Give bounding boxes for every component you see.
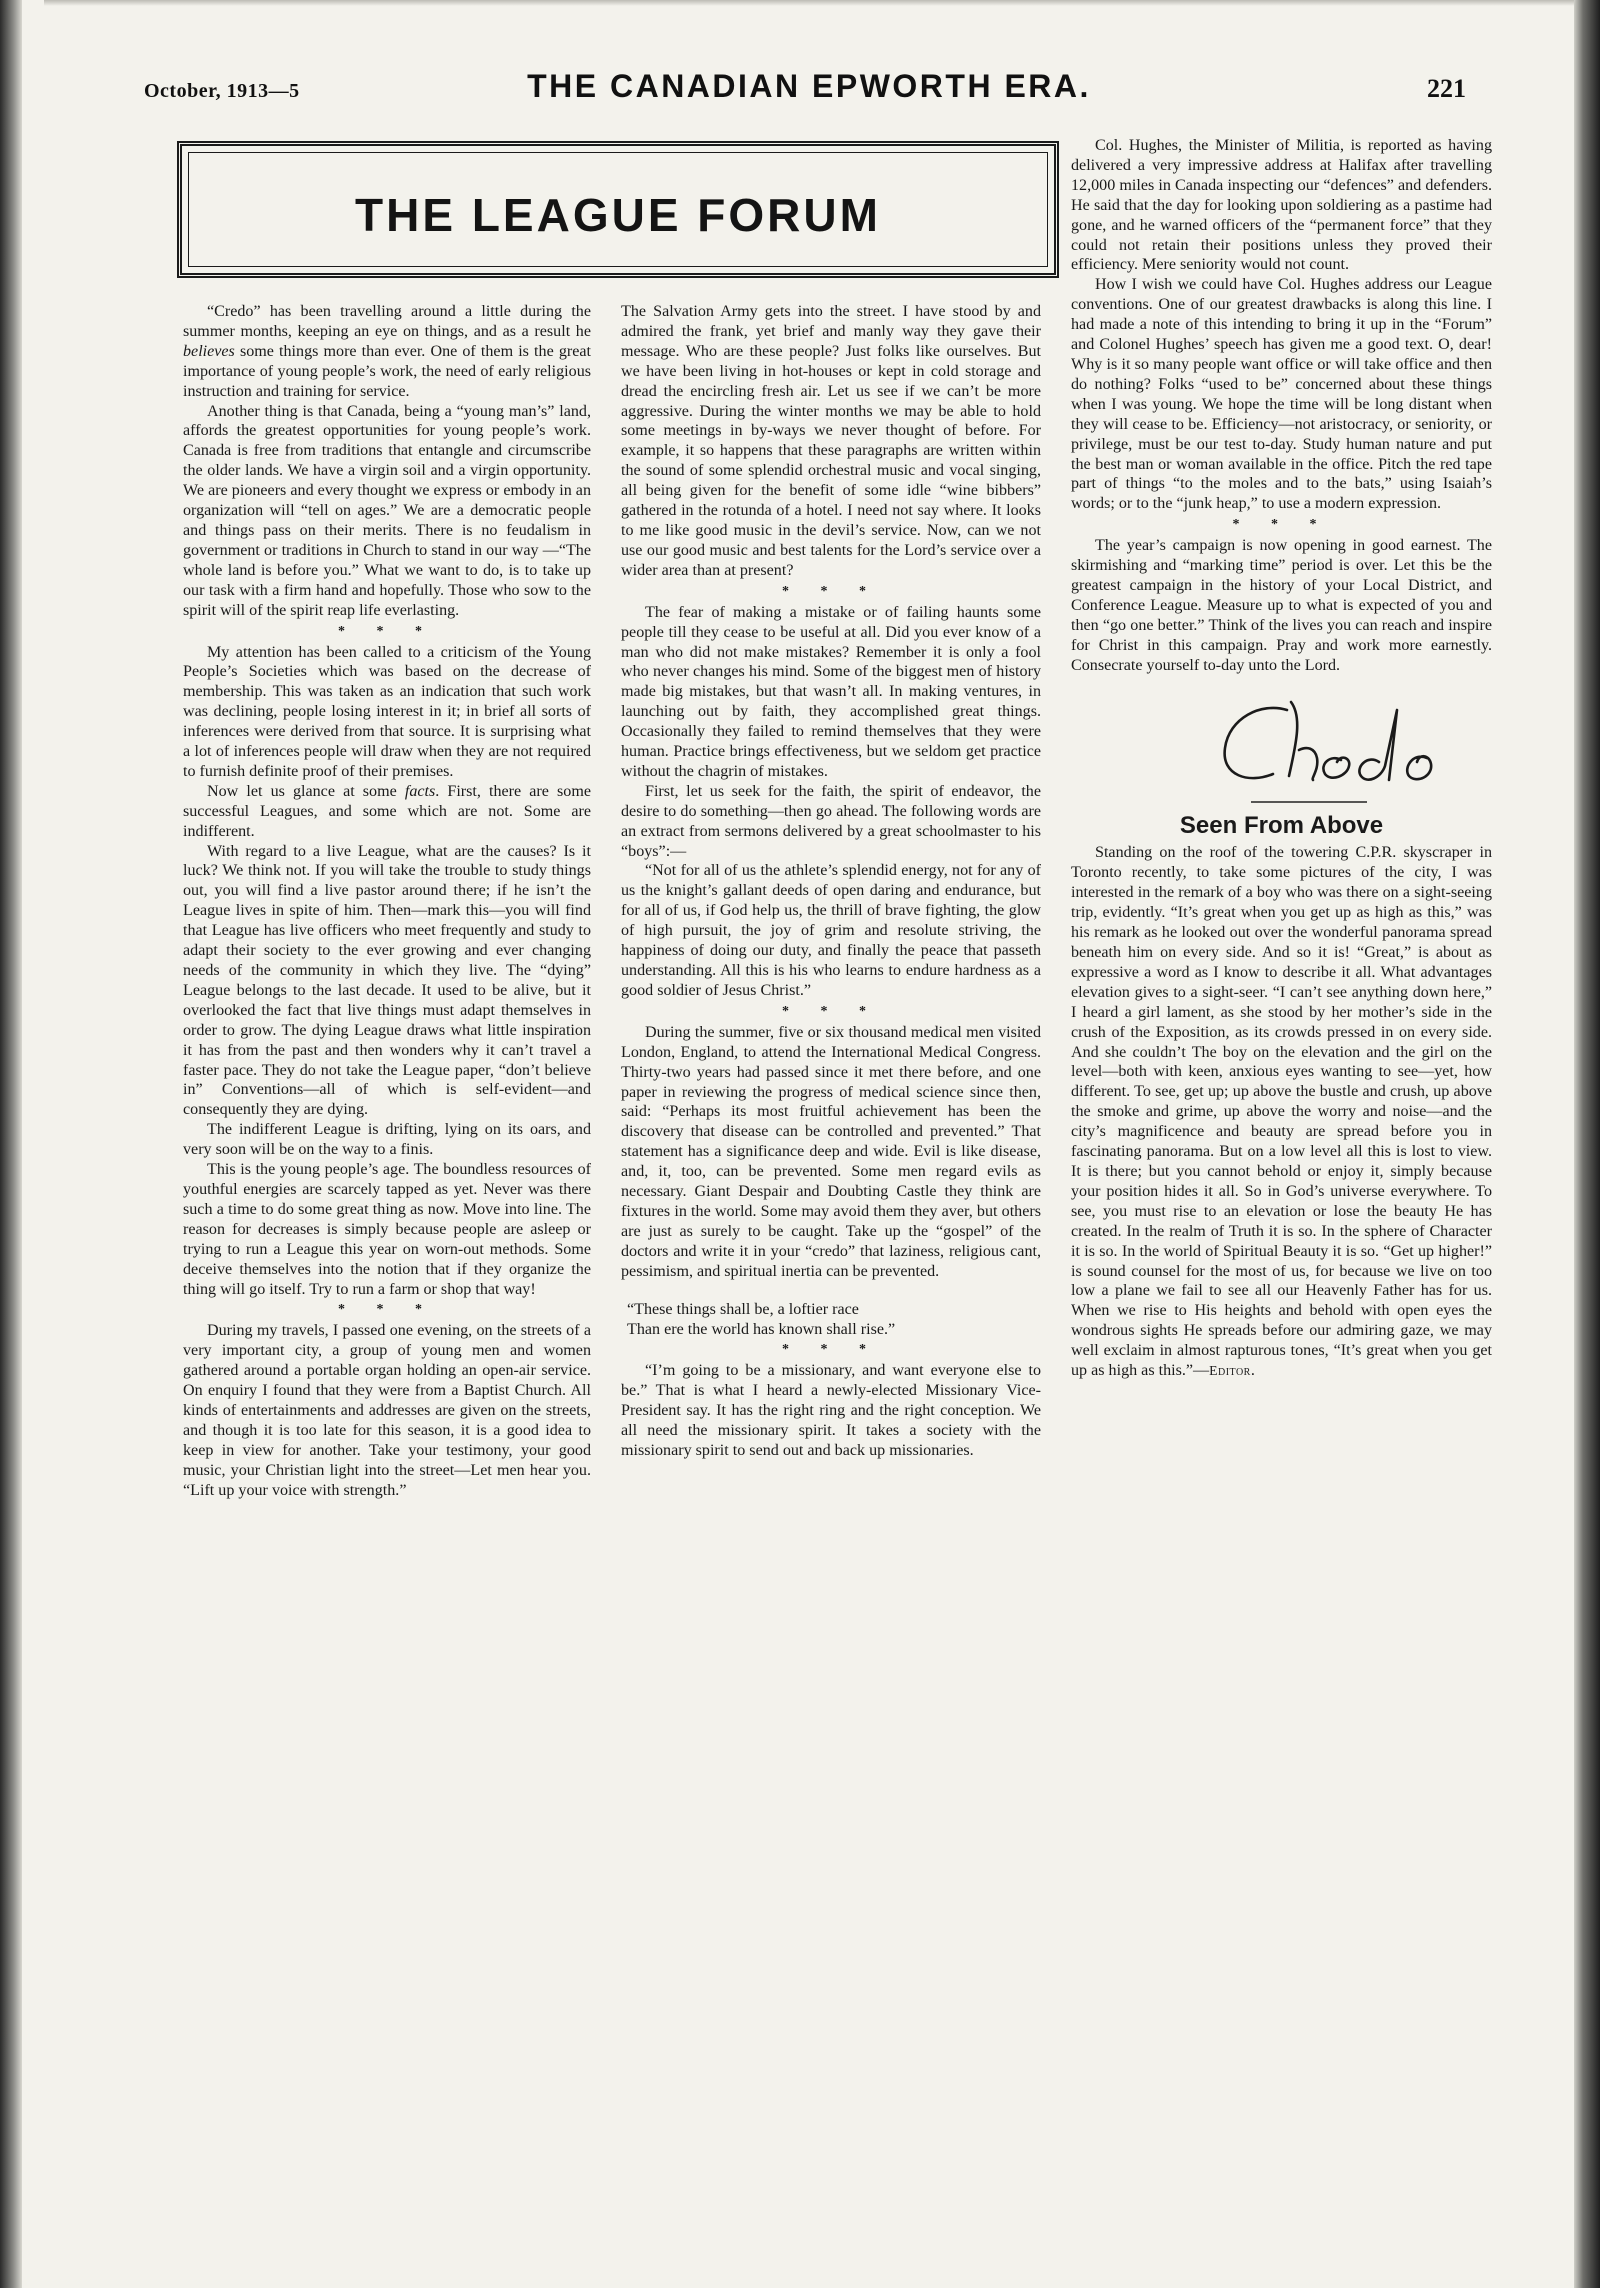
paragraph: The Salvation Army gets into the street. I have stood by and admired the frank, yet brief and manly way they gave their message. Who are these people? Just folks like ourselves. But we have been living in hot-houses or kept in cold storage and dread the encircling fresh air. Let us see if we can’t be more aggressive. During the winter months we may be able to hold some meetings in by-ways we never thought of before. For example, it so happens that these paragraphs are written within the sound of some splendid orchestral music and vocal singing, all being given for the benefit of some idle “wine bibbers” gathered in the rotunda of a hotel. I need not say where. It looks to me like good music in the devil’s service. Now, can we not use our good music and best talents for the Lord’s service over a wider area than at present?	[621, 303, 1041, 579]
poem-quote	[621, 1300, 1041, 1340]
scan-edge-left	[0, 0, 22, 2288]
poem-line: “These things shall be, a loftier race	[627, 1300, 859, 1318]
paragraph: The year’s campaign is now opening in good earnest. The skirmishing and “marking time” period is over. Let this be the greatest campaign in the history of your Local District, and Conference League. Measure up to what is expected of you and then “go one better.” Think of the lives you can reach and inspire for Christ in this campaign. Pray and work more earnestly. Consecrate yourself to-day unto the Lord.	[1071, 537, 1492, 674]
signature-ink	[1225, 702, 1432, 780]
paragraph: My attention has been called to a criticism of the Young People’s Societies which was based on the decrease of membership. This was taken as an indication that such work was declining, people losing interest in it; in brief all sorts of inferences were derived from that source. It is surprising what a lot of inferences people will draw when they are not required to furnish definite proof of their premises.	[183, 643, 591, 780]
paragraph: Now let us glance at some facts. First, there are some successful Leagues, and some which are not. Some are indifferent.	[183, 782, 591, 840]
magazine-page	[22, 0, 1574, 2288]
page-number: 221	[1427, 74, 1466, 103]
paragraph: With regard to a live League, what are the causes? Is it luck? We think not. If you will take the trouble to study things out, you will find a live pastor around there; if he isn’t the League lives in spite of him. Then—mark this—you will find that League has live officers who meet frequently and study to adapt their society to the ever growing and ever changing needs of the community in which they live. The “dying” League belongs to the last decade. It used to be alive, but it overlooked the fact that live things must adapt themselves in order to grow. The dying League draws what little inspiration it has from the past and then wonders why it can’t travel a faster pace. They do not take the League paper, “don’t believe in” Conventions—all of which is self-evident—and consequently they are dying.	[183, 842, 591, 1119]
paragraph: First, let us seek for the faith, the spirit of endeavor, the desire to do something—then go ahead. The following words are an extract from sermons delivered by a great schoolmaster to his “boys”:—	[621, 782, 1041, 860]
section-divider: * * *	[338, 1302, 436, 1318]
section-divider: * * *	[338, 623, 436, 639]
paragraph: The indifferent League is drifting, lying on its oars, and very soon will be on the way to a finis.	[183, 1121, 591, 1159]
section-title: THE LEAGUE FORUM	[355, 189, 881, 241]
paragraph: This is the young people’s age. The boundless resources of youthful energies are scarcely tapped as yet. Never was there such a time to do some great thing as now. Move into line. The reason for decreases is simply because people are asleep or trying to run a League this year on worn-out methods. Some deceive themselves into the notion that if they organize the thing will go itself. Try to run a farm or shop that way!	[183, 1161, 591, 1298]
section-title-box	[177, 141, 1059, 278]
paragraph: Standing on the roof of the towering C.P.R. skyscraper in Toronto recently, to take some pictures of the city, I was interested in the remark of a boy who was there on a sight-seeing trip, evidently. “It’s great when you get up as high as this,” was his remark as he looked out over the wonderful panorama spread beneath him on every side. And so it is! “Great,” is about as expressive a word as I know to describe it all. What advantages elevation gives to a sight-seer. “I can’t see anything down here,” I heard a girl lament, as she stood by her mother’s side in the crush of the Exposition, as its crowds pressed in on every side. And she couldn’t The boy on the elevation and the girl on the level—both with keen, anxious eyes wanting to see—yet, how different. To see, get up; up above the bustle and crush, up above the smoke and grime, up above the worry and noise—and the city’s magnificence and beauty are spread before you in fascinating panorama. But on a low level all this is lost to view. It is there; but you cannot behold or enjoy it, simply because your position hides it all. So in God’s universe everywhere. To see, you must rise to an elevation or lose the beauty He has created. In the realm of Truth it is so. In the sphere of Character it is so. In the world of Spiritual Beauty it is so. “Get up higher!” is sound counsel for the most of us, for because we live on too low a plane we fail to see all our Heavenly Father has for us. When we rise to His heights and behold with open eyes the wondrous sights He spreads before our admiring gaze, we may well exclaim in almost rapturous tones, “It’s great when you get up as high as this.”—Editor.	[1071, 844, 1492, 1380]
paragraph: The fear of making a mistake or of failing haunts some people till they cease to be useful at all. Did you ever know of a man who did not make mistakes? Remember it is only a fool who never changes his mind. Some of the biggest men of history made big mistakes, but that wasn’t all. In making ventures, in launching out by faith, they accomplished great things. Occasionally they failed to remind themselves that they were human. Practice brings effectiveness, but we seldom get practice without the chagrin of mistakes.	[621, 603, 1041, 780]
article-heading: Seen From Above	[1179, 811, 1384, 839]
article-column-1	[183, 302, 591, 1501]
paragraph: During the summer, five or six thousand medical men visited London, England, to attend the International Medical Congress. Thirty-two years had passed since it met there before, and one paper in reviewing the progress of medical science since then, said: “Perhaps its most fruitful achievement has been the discovery that disease can be controlled and prevented.” That statement has a significance deep and wide. Evil is like disease, and, it, too, can be prevented. Some men regard evils as necessary. Giant Despair and Doubting Castle they think are fixtures in the world. Some may avoid them they aver, but others are just as surely to be caught. Take up the “gospel” of the doctors and write it in your “credo” that laziness, religious cant, pessimism, and spiritual inertia can be prevented.	[621, 1023, 1041, 1280]
poem-line: Than ere the world has known shall rise.”	[627, 1320, 896, 1338]
section-divider: * * *	[782, 583, 880, 599]
page-top-shadow	[44, 0, 1574, 6]
paragraph: “Not for all of us the athlete’s splendid energy, not for any of us the knight’s gallant deeds of open daring and endurance, but for all of us, if God help us, the thrill of brave fighting, the glow of high pursuit, the joy of grim and resolute striving, the happiness of doing our duty, and finally the peace that passeth understanding. All this is his who learns to endure hardness as a good soldier of Jesus Christ.”	[621, 862, 1041, 999]
article-column-3	[1071, 136, 1492, 1381]
running-header	[144, 70, 1474, 110]
scan-edge-right	[1574, 0, 1600, 2288]
credo-signature	[1191, 688, 1491, 808]
paragraph: Another thing is that Canada, being a “young man’s” land, affords the greatest opportunities for young people’s work. Canada is free from traditions that entangle and circumscribe the older lands. We have a virgin soil and a virgin opportunity. We are pioneers and every thought we express or embody in an organization will “tell on ages.” We are a democratic people and things pass on their merits. There is no feudalism in government or traditions in Church to stand in our way —“The whole land is before you.” What we want to do, is to take up our task with a firm hand and hopefully. Those who sow to the spirit will of the spirit reap life everlasting.	[183, 402, 591, 619]
article-column-2	[621, 302, 1041, 1461]
section-divider: * * *	[1232, 517, 1331, 533]
section-divider: * * *	[782, 1342, 880, 1358]
magazine-title: THE CANADIAN EPWORTH ERA.	[527, 68, 1091, 104]
paragraph: During my travels, I passed one evening, on the streets of a very important city, a group of young men and women gathered around a portable organ holding an open-air service. On enquiry I found that they were from a Baptist Church. All kinds of entertainments and addresses are given on the streets, and though it is too late for this season, it is a good idea to keep in view for another. Take your testimony, your good music, your Christian light into the street—Let men hear you. “Lift up your voice with strength.”	[183, 1322, 591, 1499]
paragraph: “I’m going to be a missionary, and want everyone else to be.” That is what I heard a newly-elected Missionary Vice-President say. It has the right ring and the right conception. We all need the missionary spirit. It takes a society with the missionary spirit to send out and back up missionaries.	[621, 1362, 1041, 1460]
issue-date: October, 1913—5	[144, 80, 300, 102]
paragraph: Col. Hughes, the Minister of Militia, is reported as having delivered a very impressive address at Halifax after travelling 12,000 miles in Canada inspecting our “defences” and defenders. He said that the day for looking upon soldiering as a pastime had gone, and he warned officers of the “permanent force” that they could not retain their positions unless they proved their efficiency. Mere seniority would not count.	[1071, 137, 1492, 274]
paragraph: How I wish we could have Col. Hughes address our League conventions. One of our greatest drawbacks is along this line. I had made a note of this intending to bring it up in the “Forum” and Colonel Hughes’ speech has given me a good text. O, dear! Why is it so many people want office or will take office and then do nothing? Folks “used to be” concerned about these things when I was young. We hope the time will be long distant when they will cease to be. Efficiency—not aristocracy, or seniority, or privilege, must be our test to-day. Study human nature and put the best man or woman available in the office. Pitch the red tape part of things “to the moles and to the bats,” using Isaiah’s words; or to the “junk heap,” to use a modern expression.	[1071, 276, 1492, 513]
paragraph: “Credo” has been travelling around a little during the summer months, keeping an eye on things, and as a result he believes some things more than ever. One of them is the great importance of young people’s work, the need of early religious instruction and training for service.	[183, 303, 591, 400]
section-divider: * * *	[782, 1003, 880, 1019]
